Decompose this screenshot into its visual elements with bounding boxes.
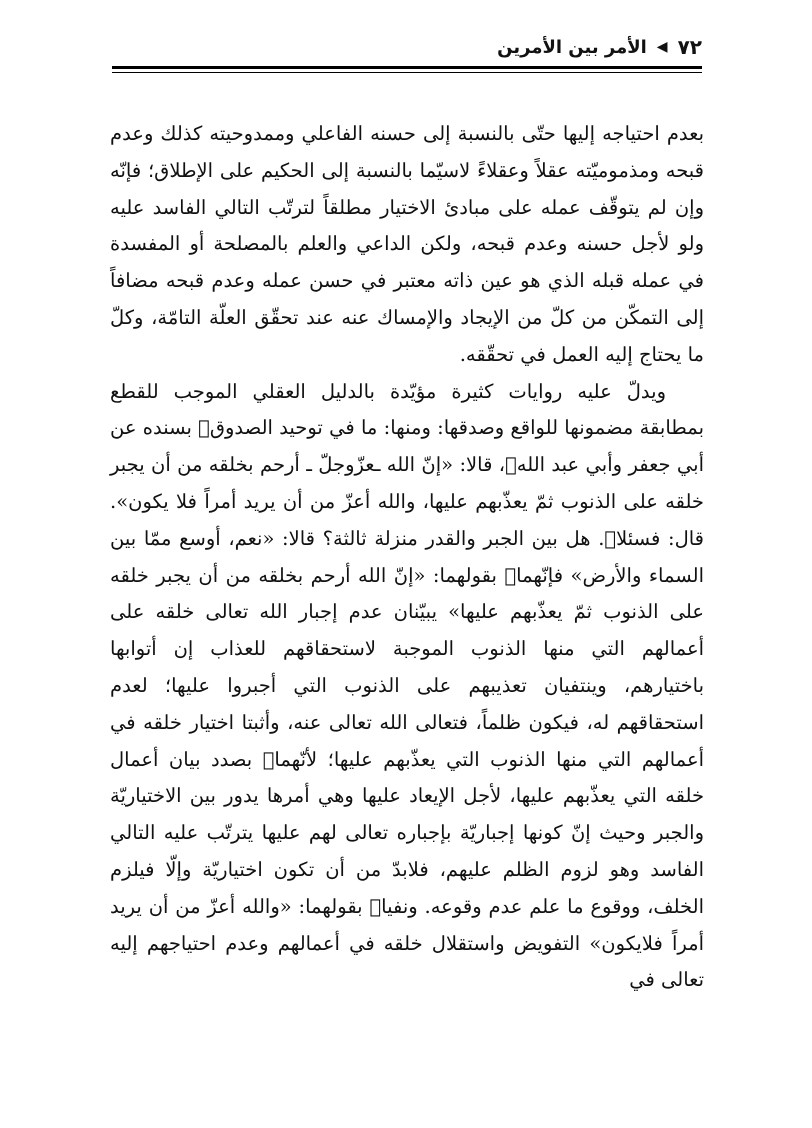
- page-number: ٧٢: [677, 35, 702, 59]
- paragraph-2: ويدلّ عليه روايات كثيرة مؤيّدة بالدليل العقلي الموجب للقطع بمطابقة مضمونها للواقع وصدقها: ومنها: ما في توحيد الصدوق﷫ بسنده عن أبي جعفر وأبي عبد الله﷨، قالا: «إنّ الله ـعزّوجلّ ـ أرحم بخلقه من أن يجبر خلقه على الذنوب ثمّ يعذّبهم عليها، والله أعزّ من أن يريد أمراً فلا يكون». قال: فسئلا﷨. هل بين الجبر والقدر منزلة ثالثة؟ قالا: «نعم، أوسع ممّا بين السماء والأرض» فإنّهما﷨ بقولهما: «إنّ الله أرحم بخلقه من أن يجبر خلقه على الذنوب ثمّ يعذّبهم عليها» يبيّنان عدم إجبار الله تعالى خلقه على أعمالهم التي منها الذنوب الموجبة لاستحقاقهم للعذاب إن أتوابها باختيارهم، وينتفيان تعذيبهم على الذنوب التي أجبروا عليها؛ لعدم استحقاقهم له، فيكون ظلماً، فتعالى الله تعالى عنه، وأثبتا اختيار خلقه في أعمالهم التي منها الذنوب التي يعذّبهم عليها؛ لأنّهما﷨ بصدد بيان أعمال خلقه التي يعذّبهم عليها، لأجل الإيعاد عليها وهي أمرها يدور بين الاختياريّة والجبر وحيث إنّ كونها إجباريّة بإجباره تعالى لهم عليها يترتّب عليه التالي الفاسد وهو لزوم الظلم عليهم، فلابدّ من أن تكون اختياريّة وإلّا فيلزم الخلف، ووقوع ما علم عدم وقوعه. ونفيا﷨ بقولهما: «والله أعزّ من أن يريد أمراً فلايكون» التفويض واستقلال خلقه في أعمالهم وعدم احتياجهم إليه تعالى في: [110, 379, 704, 992]
- triangle-marker-icon: ◀: [656, 39, 668, 55]
- body-text: [110, 116, 704, 999]
- chapter-title: الأمر بين الأمرين: [497, 36, 647, 58]
- header-divider-thin: [112, 72, 702, 73]
- paragraph-1: بعدم احتياجه إليها حتّى بالنسبة إلى حسنه الفاعلي وممدوحيته كذلك وعدم قبحه ومذموميّته عقلاً وعقلاءً لاسيّما بالنسبة إلى الحكيم على الإطلاق؛ فإنّه وإن لم يتوقّف عمله على مبادئ الاختيار مطلقاً لترتّب التالي الفاسد عليه ولو لأجل حسنه وعدم قبحه، ولكن الداعي والعلم بالمصلحة أو المفسدة في عمله قبله الذي هو عين ذاته معتبر في حسن عمله وعدم قبحه مضافاً إلى التمكّن من كلّ من الإيجاد والإمساك عنه عند تحقّق العلّة التامّة، وكلّ ما يحتاج إليه العمل في تحقّقه.: [110, 122, 704, 366]
- header-divider-thick: [112, 66, 702, 69]
- running-header: [110, 30, 702, 64]
